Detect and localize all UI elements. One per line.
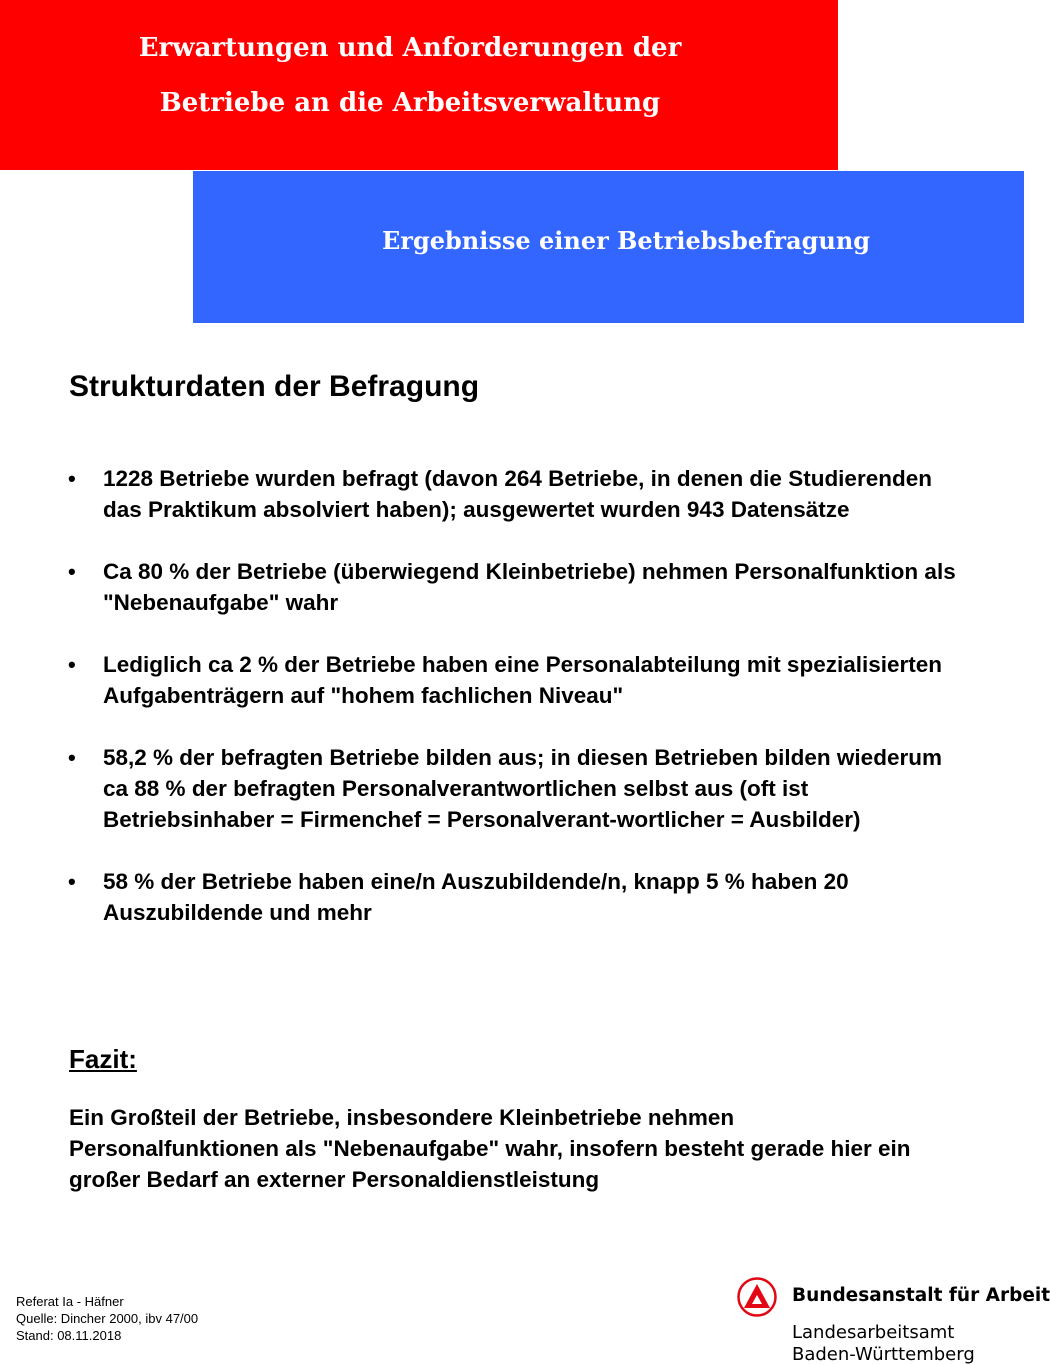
list-item-text: 1228 Betriebe wurden befragt (davon 264 Betriebe, in denen die Studierenden das Praktikum absolviert haben); ausgewertet wurden 943 Datensätze — [103, 466, 932, 522]
list-item — [66, 742, 966, 835]
footer-date: Stand: 08.11.2018 — [16, 1328, 122, 1343]
bullet-icon: • — [68, 869, 76, 894]
page-title-line-1: Erwartungen und Anforderungen der — [138, 33, 682, 63]
org-sub-2: Baden-Württemberg — [792, 1344, 975, 1365]
bullet-icon: • — [68, 559, 76, 584]
list-item-text: Ca 80 % der Betriebe (überwiegend Kleinbetriebe) nehmen Personalfunktion als "Nebenaufgabe" wahr — [103, 559, 956, 615]
bullet-icon: • — [68, 745, 76, 770]
list-item — [66, 556, 966, 618]
list-item-text: 58 % der Betriebe haben eine/n Auszubildende/n, knapp 5 % haben 20 Auszubildende und mehr — [103, 869, 849, 925]
list-item — [66, 463, 966, 525]
list-item — [66, 866, 966, 928]
fazit-text: Ein Großteil der Betriebe, insbesondere Kleinbetriebe nehmen Personalfunktionen als "Nebenaufgabe" wahr, insofern besteht gerade hier ein großer Bedarf an externer Personaldienstleistung — [69, 1105, 911, 1192]
footer-source: Quelle: Dincher 2000, ibv 47/00 — [16, 1311, 199, 1326]
footer-author: Referat Ia - Häfner — [16, 1294, 124, 1309]
org-sub-1: Landesarbeitsamt — [792, 1322, 955, 1343]
bullet-list — [66, 463, 966, 959]
fazit-heading: Fazit: — [69, 1044, 137, 1074]
list-item-text: Lediglich ca 2 % der Betriebe haben eine Personalabteilung mit spezialisierten Aufgabenträgern auf "hohem fachlichen Niveau" — [103, 652, 943, 708]
bullet-icon: • — [68, 652, 76, 677]
page-title-line-2: Betriebe an die Arbeitsverwaltung — [159, 88, 661, 118]
list-item-text: 58,2 % der befragten Betriebe bilden aus; in diesen Betrieben bilden wiederum ca 88 % der befragten Personalverantwortlichen selbst aus (oft ist Betriebsinhaber = Firmenchef = Personalverant-wortlicher = Ausbilder) — [103, 745, 942, 832]
section-heading: Strukturdaten der Befragung — [69, 370, 480, 403]
list-item — [66, 649, 966, 711]
title-banner — [0, 0, 838, 170]
page-subtitle: Ergebnisse einer Betriebsbefragung — [382, 226, 871, 255]
subtitle-banner — [193, 171, 1024, 323]
org-name: Bundesanstalt für Arbeit — [792, 1285, 1050, 1306]
bullet-icon: • — [68, 466, 76, 491]
ba-logo-icon — [737, 1277, 777, 1317]
footer-info — [16, 1293, 198, 1344]
